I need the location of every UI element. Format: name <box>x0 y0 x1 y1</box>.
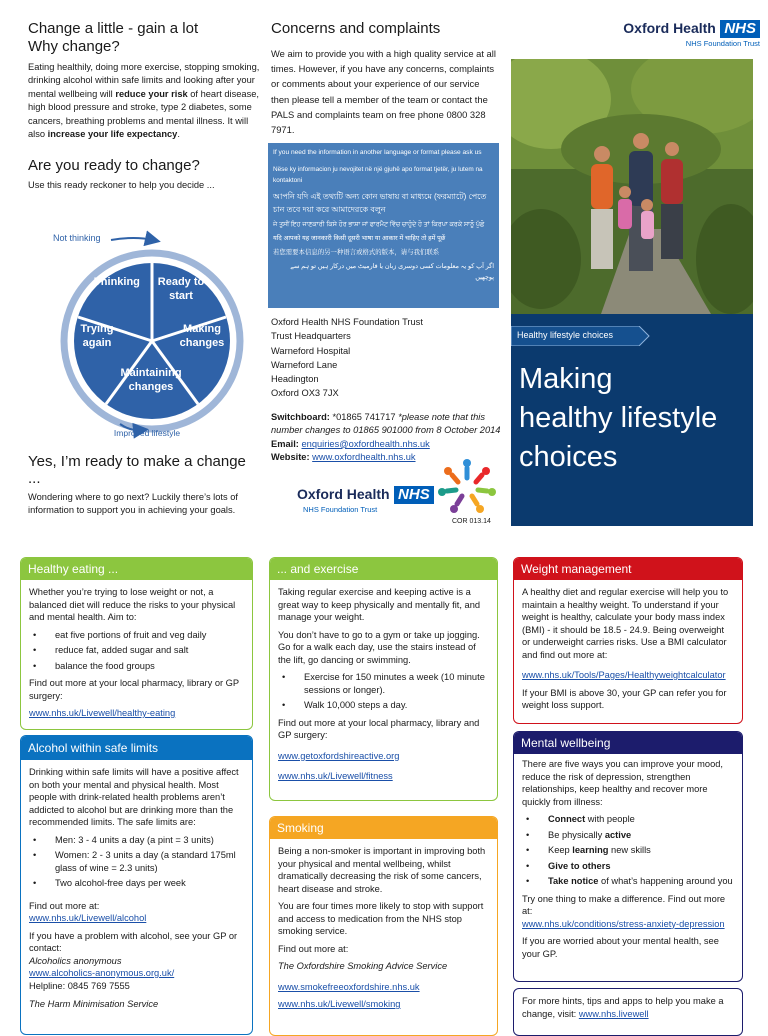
getoxfordshireactive-link[interactable]: www.getoxfordshireactive.org <box>278 750 400 761</box>
middle-panel <box>271 20 499 137</box>
box-text: Drinking within safe limits will have a positive affect on both your mental and physical health. Most people with drink-related health problems aren’t addicted to alcohol but are drinking more than the recommended limits. The safe limits are: <box>29 767 239 827</box>
label-making-2: changes <box>179 337 225 349</box>
box-text: Find out more at your local pharmacy, library and GP surgery: <box>278 717 480 740</box>
left-panel <box>28 20 260 193</box>
label-maint-1: Maintaining <box>120 367 182 379</box>
box-text: Find out more at: <box>29 900 100 911</box>
healthy-eating-box <box>20 557 253 730</box>
list-item: • Exercise for 150 minutes a week (10 minute sessions or longer). <box>278 671 489 696</box>
bmi-calculator-link[interactable]: www.nhs.uk/Tools/Pages/Healthyweightcalculator <box>522 670 726 680</box>
lang-line-english: If you need the information in another language or format please ask us <box>273 149 482 156</box>
title-ready-to-change: Are you ready to change? <box>28 157 200 175</box>
lang-line-bengali: আপনি যদি এই তথ্যটি অন্য কোন ভাষায় বা মাধ্যমে (ফরম্যাটে) পেতে চান তবে দয়া করে আমাদেরকে বলুন <box>273 192 487 214</box>
cover-logo <box>620 20 760 48</box>
box-text: You don’t have to go to a gym or take up jogging. Go for a walk each day, use the stairs instead of the lift, go dancing or swimming. <box>278 629 480 665</box>
yes-ready-section <box>28 453 260 518</box>
arrow-icon <box>111 238 153 240</box>
switchboard: Switchboard: *01865 741717 *please note that this number changes to 01865 901000 from 8 October 2014 <box>271 411 501 436</box>
list-item: • Take notice of what’s happening around you <box>522 875 734 888</box>
box-text: The Harm Minimisation Service <box>29 999 159 1009</box>
address-block <box>271 315 501 465</box>
yes-ready-text: Wondering where to go next? Luckily there’s lots of information to support you in achieving your goals. <box>28 492 238 516</box>
title-yes-ready: Yes, I’m ready to make a change ... <box>28 453 246 487</box>
box-text: You are four times more likely to stop with support and access to medication from the NHS stop smoking service. <box>278 901 484 936</box>
logo-subtitle: NHS Foundation Trust <box>685 39 760 48</box>
email-link[interactable]: enquiries@oxfordhealth.nhs.uk <box>301 438 430 449</box>
website-line: Website: www.oxfordhealth.nhs.uk <box>271 452 416 463</box>
list-item: • Two alcohol-free days per week <box>29 877 244 890</box>
mid-logo <box>297 486 437 514</box>
email-line: Email: enquiries@oxfordhealth.nhs.uk <box>271 438 430 449</box>
language-box <box>268 143 499 308</box>
lang-line-albanian: Nëse ky informacion ju nevojitet në një gjuhë apo format tjetër, ju lutem na kontaktoni <box>273 166 483 184</box>
label-improved-lifestyle: Improved lifestyle <box>113 428 181 438</box>
smoking-link[interactable]: www.nhs.uk/Livewell/smoking <box>278 999 401 1009</box>
why-change-text: Eating healthily, doing more exercise, stopping smoking, drinking alcohol within safe limits and looking after your mental wellbeing will reduce your risk of heart disease, high blood pressure and stroke, type 2 diabetes, some cancers, breathing problems and mental illness. It will also increase your life expectancy. <box>28 62 260 140</box>
list-item: • Give to others <box>522 860 734 873</box>
helpline: Helpline: 0845 769 7555 <box>29 980 130 991</box>
label-ready-1: Ready to <box>157 276 205 288</box>
list-item: • balance the food groups <box>29 660 244 673</box>
lang-line-urdu: اگر آپ کو یہ معلومات کسی دوسری زبان یا فارمیٹ میں درکار ہیں تو ہم سے پوچھیں <box>290 263 494 281</box>
exercise-box <box>269 557 498 801</box>
alcohol-link[interactable]: www.nhs.uk/Livewell/alcohol <box>29 913 147 923</box>
address-line: Trust Headquarters <box>271 331 351 342</box>
address-line: Warneford Lane <box>271 359 338 370</box>
list-item: • Connect with people <box>522 813 734 826</box>
list-item: • Walk 10,000 steps a day. <box>278 699 489 712</box>
label-maint-2: changes <box>128 381 174 393</box>
website-link[interactable]: www.oxfordhealth.nhs.uk <box>312 452 416 463</box>
box-text: If your BMI is above 30, your GP can refer you for weight loss support. <box>522 687 727 710</box>
lang-line-chinese: 若您需要本信息的另一种语言或格式的版本，请与我们联系 <box>273 249 440 256</box>
box-text: For more hints, tips and apps to help you make a change, visit: <box>522 996 724 1019</box>
weight-management-box <box>513 557 743 724</box>
address-line: Headington <box>271 374 319 385</box>
logo-text: Oxford Health <box>297 486 390 502</box>
address-line: Oxford OX3 7JX <box>271 388 339 399</box>
label-trying-1: Trying <box>80 323 114 335</box>
smoking-box <box>269 816 498 1036</box>
box-text: Being a non-smoker is important in improving both your physical and mental wellbeing, whilst dramatically decreasing the risk of some cancers, heart disease and stroke. <box>278 846 486 894</box>
box-header: Healthy eating ... <box>21 558 252 580</box>
box-header: Weight management <box>514 558 742 580</box>
cor-code: COR 013.14 <box>452 518 491 525</box>
box-text: If you have a problem with alcohol, see your GP or contact: <box>29 930 238 953</box>
label-thinking: Thinking <box>94 276 140 288</box>
box-text: The Oxfordshire Smoking Advice Service <box>278 961 448 971</box>
label-ready-2: start <box>169 290 193 302</box>
people-circle-icon <box>437 456 497 516</box>
cover-title <box>519 360 717 477</box>
list-item: • reduce fat, added sugar and salt <box>29 644 244 657</box>
list-item: • Women: 2 - 3 units a day (a standard 175ml glass of wine = 2.3 units) <box>29 849 244 874</box>
box-header: Smoking <box>270 817 497 839</box>
address-line: Oxford Health NHS Foundation Trust <box>271 317 423 327</box>
title-change-a-little: Change a little - gain a lot <box>28 20 199 37</box>
livewell-link[interactable]: www.nhs.livewell <box>578 1008 649 1019</box>
box-text: Find out more at: <box>278 943 349 954</box>
label-making-1: Making <box>183 323 221 335</box>
list-item: • Be physically active <box>522 829 734 842</box>
box-text: Taking regular exercise and keeping active is a great way to keep physically and mentally fit, and manage your weight. <box>278 587 481 622</box>
fitness-link[interactable]: www.nhs.uk/Livewell/fitness <box>278 771 393 781</box>
box-text: There are five ways you can improve your mood, reduce the risk of depression, strengthen relationships, keep healthy and recover more quickly from illness: <box>522 759 724 807</box>
hints-box <box>513 988 743 1036</box>
cover-title-line: healthy lifestyle <box>519 402 718 434</box>
label-trying-2: again <box>82 337 112 349</box>
address-line: Warneford Hospital <box>271 345 351 356</box>
stress-anxiety-link[interactable]: www.nhs.uk/conditions/stress-anxiety-depression <box>522 918 725 929</box>
smokefree-link[interactable]: www.smokefreeoxfordshire.nhs.uk <box>278 981 420 992</box>
healthy-eating-link[interactable]: www.nhs.uk/Livewell/healthy-eating <box>29 708 176 718</box>
box-header: Mental wellbeing <box>514 732 742 754</box>
family-photo <box>511 59 753 314</box>
cover-title-line: choices <box>519 441 618 473</box>
box-header: Alcohol within safe limits <box>21 736 252 760</box>
box-text: Whether you’re trying to lose weight or not, a balanced diet will reduce the risks to your physical and mental health. Aim to: <box>29 587 236 622</box>
list-item: • eat five portions of fruit and veg daily <box>29 629 244 642</box>
logo-subtitle: NHS Foundation Trust <box>303 505 378 514</box>
title-concerns: Concerns and complaints <box>271 20 441 37</box>
alcoholics-anonymous-link[interactable]: www.alcoholics-anonymous.org.uk/ <box>29 968 175 978</box>
list-item: • Men: 3 - 4 units a day (a pint = 3 units) <box>29 834 244 847</box>
mental-wellbeing-box <box>513 731 743 982</box>
lang-line-hindi: यदि आपको यह जानकारी किसी दूसरी भाषा या आकार में चाहिए तो हमें पूछें <box>273 235 446 242</box>
change-cycle-diagram <box>45 228 245 444</box>
nhs-logo: NHS <box>720 20 760 38</box>
cover-tag: Healthy lifestyle choices <box>517 330 614 340</box>
label-not-thinking: Not thinking <box>53 233 101 243</box>
box-text: Alcoholics anonymous <box>29 955 122 966</box>
logo-text: Oxford Health <box>623 20 716 36</box>
box-header: ... and exercise <box>270 558 497 580</box>
alcohol-box <box>20 735 253 1035</box>
cover-title-line: Making <box>519 363 613 395</box>
title-why-change: Why change? <box>28 38 120 55</box>
box-text: If you are worried about your mental health, see your GP. <box>522 936 719 959</box>
box-text: A healthy diet and regular exercise will help you to maintain a healthy weight. To understand if your weight is healthy, calculate your body mass index (BMI) - it should be 18.5 - 24.9. Being overweight or underweight carries risks. Use a BMI calculator and find out more at: <box>522 587 729 660</box>
concerns-text: We aim to provide you with a high quality service at all times. However, if you have any concerns, complaints or comments about your experience of our service then please tell a member of the team or contact the PALS and complaints team on free phone 0800 328 7971. <box>271 48 496 136</box>
box-text: Find out more at your local pharmacy, library or GP surgery: <box>29 678 239 701</box>
list-item: • Keep learning new skills <box>522 844 734 857</box>
ready-text: Use this ready reckoner to help you decide ... <box>28 180 215 191</box>
nhs-logo: NHS <box>394 486 434 504</box>
lang-line-punjabi: ਜੇ ਤੁਸੀਂ ਇਹ ਜਾਣਕਾਰੀ ਕਿਸੇ ਹੋਰ ਭਾਸ਼ਾ ਜਾਂ ਫਾਰਮੈਟ ਵਿੱਚ ਚਾਹੁੰਦੇ ਹੋ ਤਾਂ ਕਿਰਪਾ ਕਰਕੇ ਸਾਨੂੰ ਪੁੱਛੋ <box>273 221 485 228</box>
box-text: Try one thing to make a difference. Find out more at: <box>522 893 726 916</box>
